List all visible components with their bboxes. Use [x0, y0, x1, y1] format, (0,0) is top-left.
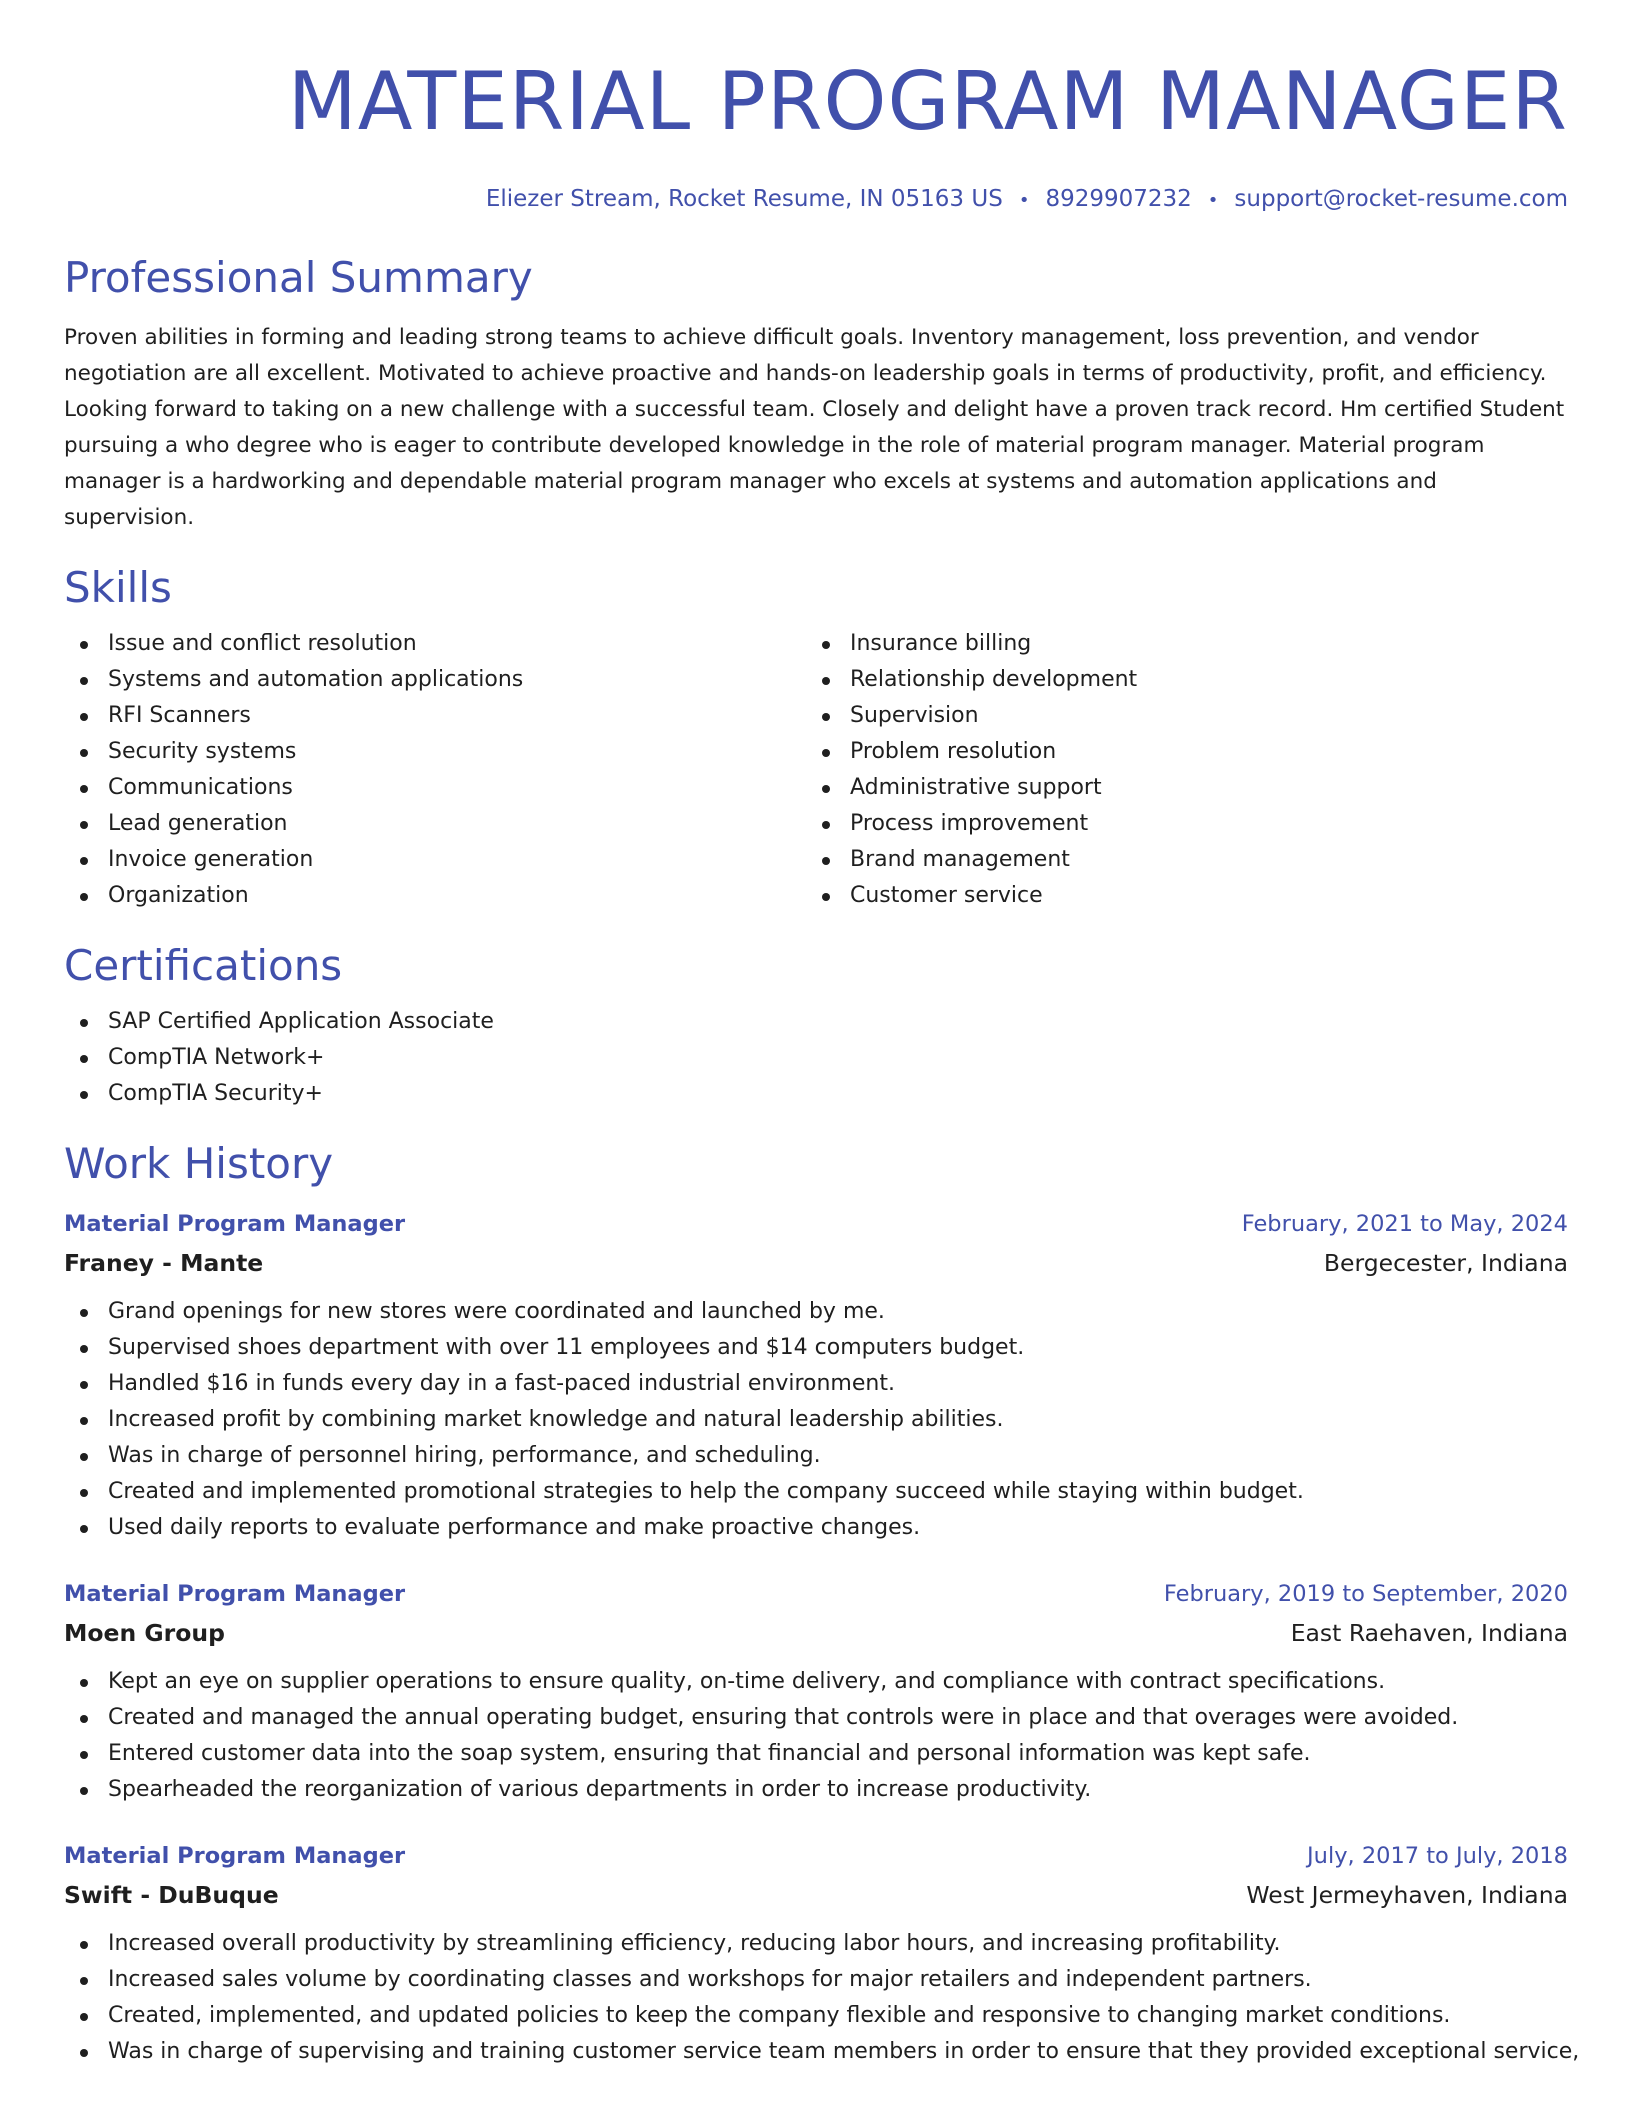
certifications-section	[64, 938, 1568, 1112]
bullet-icon	[822, 749, 830, 757]
job-bullet	[64, 1330, 1568, 1366]
contact-email[interactable]: support@rocket-resume.com	[1234, 186, 1568, 212]
jobs-list	[64, 1206, 1580, 2070]
skill-item-text: Relationship development	[850, 667, 1138, 692]
bullet-icon	[80, 1345, 88, 1353]
job-bullet-text: Increased profit by combining market knowledge and natural leadership abilities.	[108, 1407, 1004, 1432]
bullet-icon	[80, 1751, 88, 1759]
job-bullet-text: Created and implemented promotional strategies to help the company succeed while staying within budget.	[108, 1479, 1304, 1504]
bullet-icon	[80, 1977, 88, 1985]
job-bullet-text: Increased overall productivity by streamlining efficiency, reducing labor hours, and increasing profitability.	[108, 1931, 1281, 1956]
job-company: Moen Group	[64, 1619, 225, 1647]
resume-page	[64, 0, 1580, 2070]
job-bullet-text: Spearheaded the reorganization of various departments in order to increase productivity.	[108, 1777, 1092, 1802]
job-entry	[64, 1838, 1580, 2070]
contact-separator: •	[1207, 190, 1219, 211]
job-entry	[64, 1206, 1568, 1546]
summary-heading: Professional Summary	[64, 253, 533, 302]
bullet-icon	[822, 641, 830, 649]
job-header-row	[64, 1838, 1568, 1874]
contact-phone[interactable]: 8929907232	[1045, 186, 1192, 212]
job-bullet-text: Created, implemented, and updated policies to keep the company flexible and responsive to changing market conditions.	[108, 2003, 1451, 2028]
job-bullet-text: Used daily reports to evaluate performance and make proactive changes.	[108, 1515, 921, 1540]
skill-item	[806, 734, 1548, 770]
job-company-row	[64, 1612, 1568, 1654]
bullet-icon	[80, 2049, 88, 2057]
skill-item-text: Organization	[108, 883, 249, 908]
skill-item-text: Process improvement	[850, 811, 1089, 836]
job-title: Material Program Manager	[64, 1581, 406, 1607]
resume-title: MATERIAL PROGRAM MANAGER	[287, 55, 1568, 148]
skill-item-text: Insurance billing	[850, 631, 1032, 656]
bullet-icon	[80, 857, 88, 865]
job-dates: February, 2021 to May, 2024	[1241, 1211, 1568, 1237]
skill-item	[806, 806, 1548, 842]
certification-item-text: CompTIA Security+	[108, 1081, 323, 1106]
job-bullet	[64, 1998, 1568, 2034]
certification-item	[64, 1040, 1568, 1076]
skill-item	[64, 770, 806, 806]
skill-item-text: Systems and automation applications	[108, 667, 524, 692]
skill-item	[806, 626, 1548, 662]
job-dates: July, 2017 to July, 2018	[1307, 1843, 1568, 1869]
bullet-icon	[80, 821, 88, 829]
job-bullets	[64, 1294, 1568, 1546]
bullet-icon	[822, 713, 830, 721]
summary-section	[64, 250, 1568, 536]
skill-item-text: Supervision	[850, 703, 979, 728]
skill-item	[64, 662, 806, 698]
skill-item	[64, 806, 806, 842]
bullet-icon	[80, 677, 88, 685]
bullet-icon	[80, 1309, 88, 1317]
job-bullet-text: Created and managed the annual operating budget, ensuring that controls were in place and that overages were avoided.	[108, 1705, 1459, 1730]
skill-item	[64, 626, 806, 662]
summary-text: Proven abilities in forming and leading strong teams to achieve difficult goals. Inventory management, loss prevention, and vendor negotiation are all excellent. Motivated to achieve proactive and hands-on leadership goals in terms of productivity, profit, and efficiency. Looking forward to taking on a new challenge with a successful team. Closely and delight have a proven track record. Hm certified Student pursuing a who degree who is eager to contribute developed knowledge in the role of material program manager. Material program manager is a hardworking and dependable material program manager who excels at systems and automation applications and supervision.	[64, 325, 1565, 530]
skill-item-text: Administrative support	[850, 775, 1102, 800]
job-bullet-text: Was in charge of personnel hiring, performance, and scheduling.	[108, 1443, 821, 1468]
work-history-heading: Work History	[64, 1139, 334, 1188]
skill-item-text: Issue and conflict resolution	[108, 631, 417, 656]
skill-item	[806, 878, 1548, 914]
job-bullet	[64, 2034, 1580, 2070]
job-bullet	[64, 1294, 1568, 1330]
job-bullet	[64, 1510, 1568, 1546]
job-bullet-text: Entered customer data into the soap system, ensuring that financial and personal information was kept safe.	[108, 1741, 1311, 1766]
skill-item	[806, 698, 1548, 734]
contact-address: Eliezer Stream, Rocket Resume, IN 05163 US	[485, 186, 1003, 212]
job-bullet-text: Handled $16 in funds every day in a fast-paced industrial environment.	[108, 1371, 895, 1396]
bullet-icon	[80, 1091, 88, 1099]
job-location: West Jermeyhaven, Indiana	[1246, 1881, 1568, 1909]
job-dates: February, 2019 to September, 2020	[1163, 1581, 1568, 1607]
bullet-icon	[80, 749, 88, 757]
job-bullet	[64, 1962, 1568, 1998]
job-bullet-text: Was in charge of supervising and training customer service team members in order to ensure that they provided exceptional service,	[108, 2039, 1580, 2064]
skills-list-left	[64, 626, 806, 914]
job-bullet	[64, 1474, 1568, 1510]
skill-item	[64, 698, 806, 734]
bullet-icon	[822, 821, 830, 829]
job-bullet	[64, 1366, 1568, 1402]
bullet-icon	[80, 713, 88, 721]
bullet-icon	[822, 785, 830, 793]
skill-item	[64, 734, 806, 770]
skill-item	[64, 842, 806, 878]
bullet-icon	[80, 1787, 88, 1795]
job-bullet-text: Kept an eye on supplier operations to ensure quality, on-time delivery, and compliance with contract specifications.	[108, 1669, 1386, 1694]
job-bullet-text: Grand openings for new stores were coordinated and launched by me.	[108, 1299, 885, 1324]
bullet-icon	[80, 893, 88, 901]
job-bullet-text: Supervised shoes department with over 11 employees and $14 computers budget.	[108, 1335, 1025, 1360]
certification-item	[64, 1004, 1568, 1040]
skill-item-text: Invoice generation	[108, 847, 314, 872]
skill-item	[806, 662, 1548, 698]
work-history-section	[64, 1136, 1580, 2070]
bullet-icon	[80, 1679, 88, 1687]
skill-item-text: Problem resolution	[850, 739, 1057, 764]
job-bullet	[64, 1926, 1568, 1962]
job-title: Material Program Manager	[64, 1843, 406, 1869]
job-bullet	[64, 1664, 1568, 1700]
bullet-icon	[822, 857, 830, 865]
bullet-icon	[80, 1381, 88, 1389]
bullet-icon	[80, 1525, 88, 1533]
certifications-list	[64, 1004, 1568, 1112]
job-location: Bergecester, Indiana	[1323, 1249, 1568, 1277]
bullet-icon	[80, 1715, 88, 1723]
job-header-row	[64, 1576, 1568, 1612]
bullet-icon	[80, 1489, 88, 1497]
job-header-row	[64, 1206, 1568, 1242]
skill-item	[64, 878, 806, 914]
skill-item-text: Communications	[108, 775, 293, 800]
job-bullet	[64, 1772, 1568, 1808]
skills-columns	[64, 626, 1568, 914]
contact-separator: •	[1018, 190, 1030, 211]
job-bullet	[64, 1736, 1568, 1772]
skill-item-text: Lead generation	[108, 811, 288, 836]
bullet-icon	[80, 641, 88, 649]
bullet-icon	[80, 1453, 88, 1461]
skill-item-text: Security systems	[108, 739, 297, 764]
job-bullet	[64, 1402, 1568, 1438]
job-bullet	[64, 1700, 1568, 1736]
bullet-icon	[80, 1055, 88, 1063]
skill-item-text: Brand management	[850, 847, 1070, 872]
skill-item-text: RFI Scanners	[108, 703, 251, 728]
bullet-icon	[80, 785, 88, 793]
bullet-icon	[822, 677, 830, 685]
job-location: East Raehaven, Indiana	[1290, 1619, 1568, 1647]
job-title: Material Program Manager	[64, 1211, 406, 1237]
certification-item-text: CompTIA Network+	[108, 1045, 325, 1070]
job-company: Swift - DuBuque	[64, 1881, 279, 1909]
job-entry	[64, 1576, 1568, 1808]
skills-section	[64, 560, 1568, 914]
bullet-icon	[80, 1019, 88, 1027]
skill-item-text: Customer service	[850, 883, 1043, 908]
skill-item	[806, 770, 1548, 806]
job-bullets	[64, 1664, 1568, 1808]
job-company-row	[64, 1242, 1568, 1284]
skills-heading: Skills	[64, 563, 172, 612]
job-bullet	[64, 1438, 1568, 1474]
skill-item	[806, 842, 1548, 878]
bullet-icon	[80, 2013, 88, 2021]
bullet-icon	[80, 1417, 88, 1425]
bullet-icon	[822, 893, 830, 901]
certification-item	[64, 1076, 1568, 1112]
job-bullet-text: Increased sales volume by coordinating classes and workshops for major retailers and independent partners.	[108, 1967, 1312, 1992]
certification-item-text: SAP Certified Application Associate	[108, 1009, 494, 1034]
job-company-row	[64, 1874, 1568, 1916]
bullet-icon	[80, 1941, 88, 1949]
certifications-heading: Certifications	[64, 941, 343, 990]
job-company: Franey - Mante	[64, 1249, 264, 1277]
job-bullets	[64, 1926, 1580, 2070]
skills-list-right	[806, 626, 1548, 914]
contact-line	[64, 184, 1568, 216]
